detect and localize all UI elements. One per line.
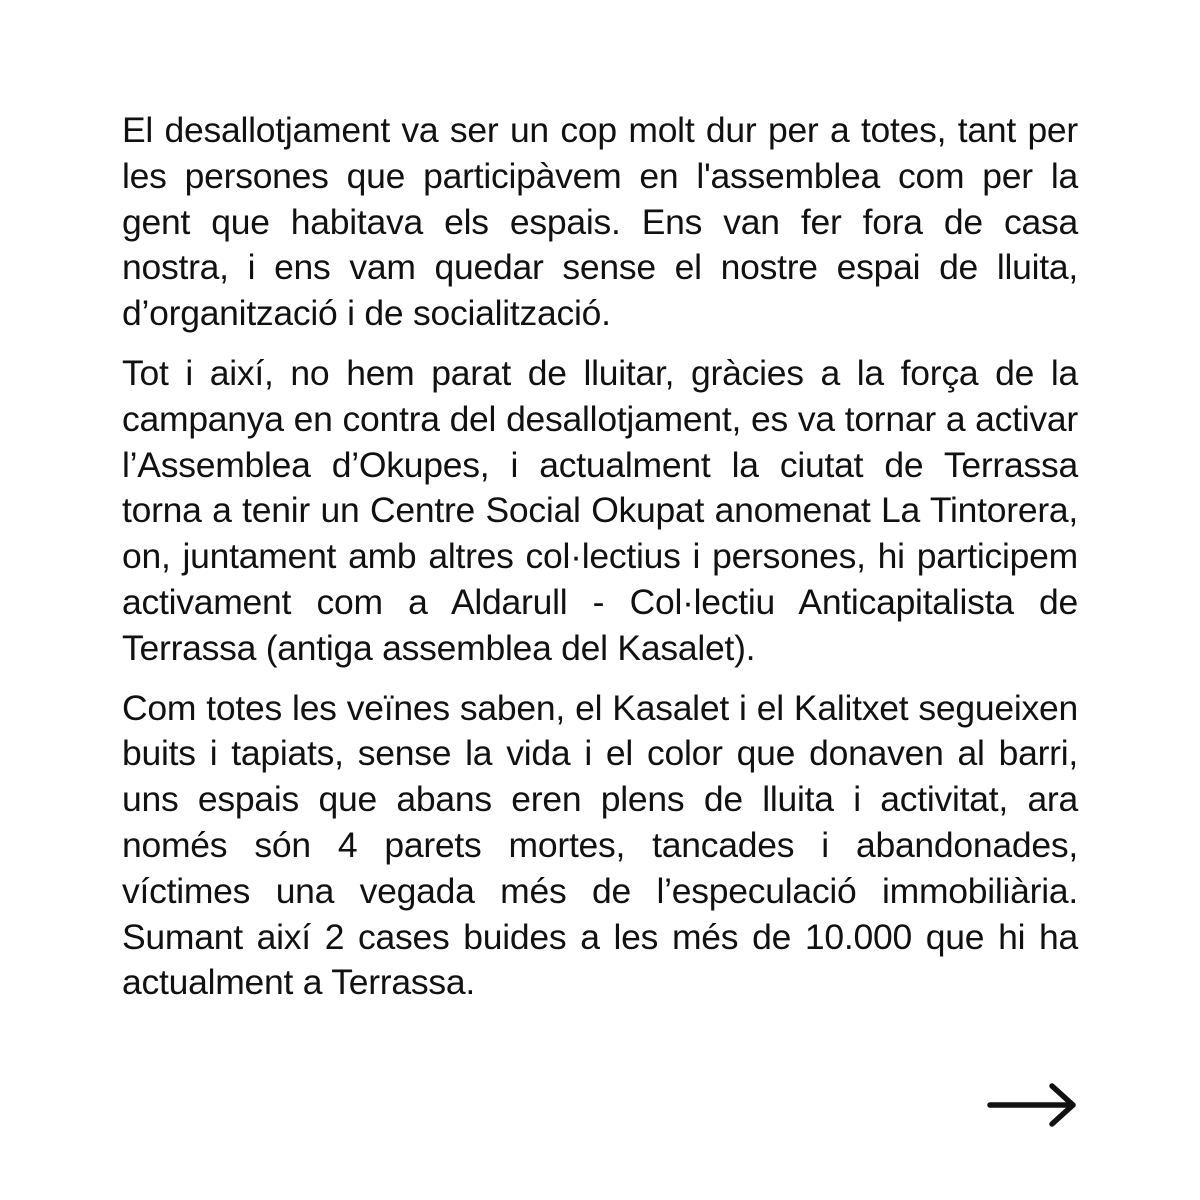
paragraph-eviction: El desallotjament va ser un cop molt dur per a totes, tant per les persones que participàvem en l'assemblea com per la gent que habitava els espais. Ens van fer fora de casa nostra, i ens vam quedar sense el nostre espai de lluita, d’organització i de socialització. (122, 110, 1078, 334)
body-text (122, 108, 1078, 1006)
paragraph-continued-struggle: Tot i així, no hem parat de lluitar, gràcies a la força de la campanya en contra del desallotjament, es va tornar a activar l’Assemblea d’Okupes, i actualment la ciutat de Terrassa torna a tenir un Centre Social Okupat anomenat La Tintorera, on, juntament amb altres col·lectius i persones, hi participem activament com a Aldarull - Col·lectiu Anticapitalista de Terrassa (antiga assemblea del Kasalet). (122, 352, 1078, 668)
paragraph-empty-houses: Com totes les veïnes saben, el Kasalet i el Kalitxet segueixen buits i tapiats, sense la vida i el color que donaven al barri, uns espais que abans eren plens de lluita i activitat, ara només són 4 parets mortes, tancades i abandonades, víctimes una vegada més de l’especulació immobiliària. Sumant així 2 cases buides a les més de 10.000 que hi ha actualment a Terrassa. (122, 687, 1078, 1003)
arrow-right-icon[interactable] (986, 1082, 1078, 1128)
